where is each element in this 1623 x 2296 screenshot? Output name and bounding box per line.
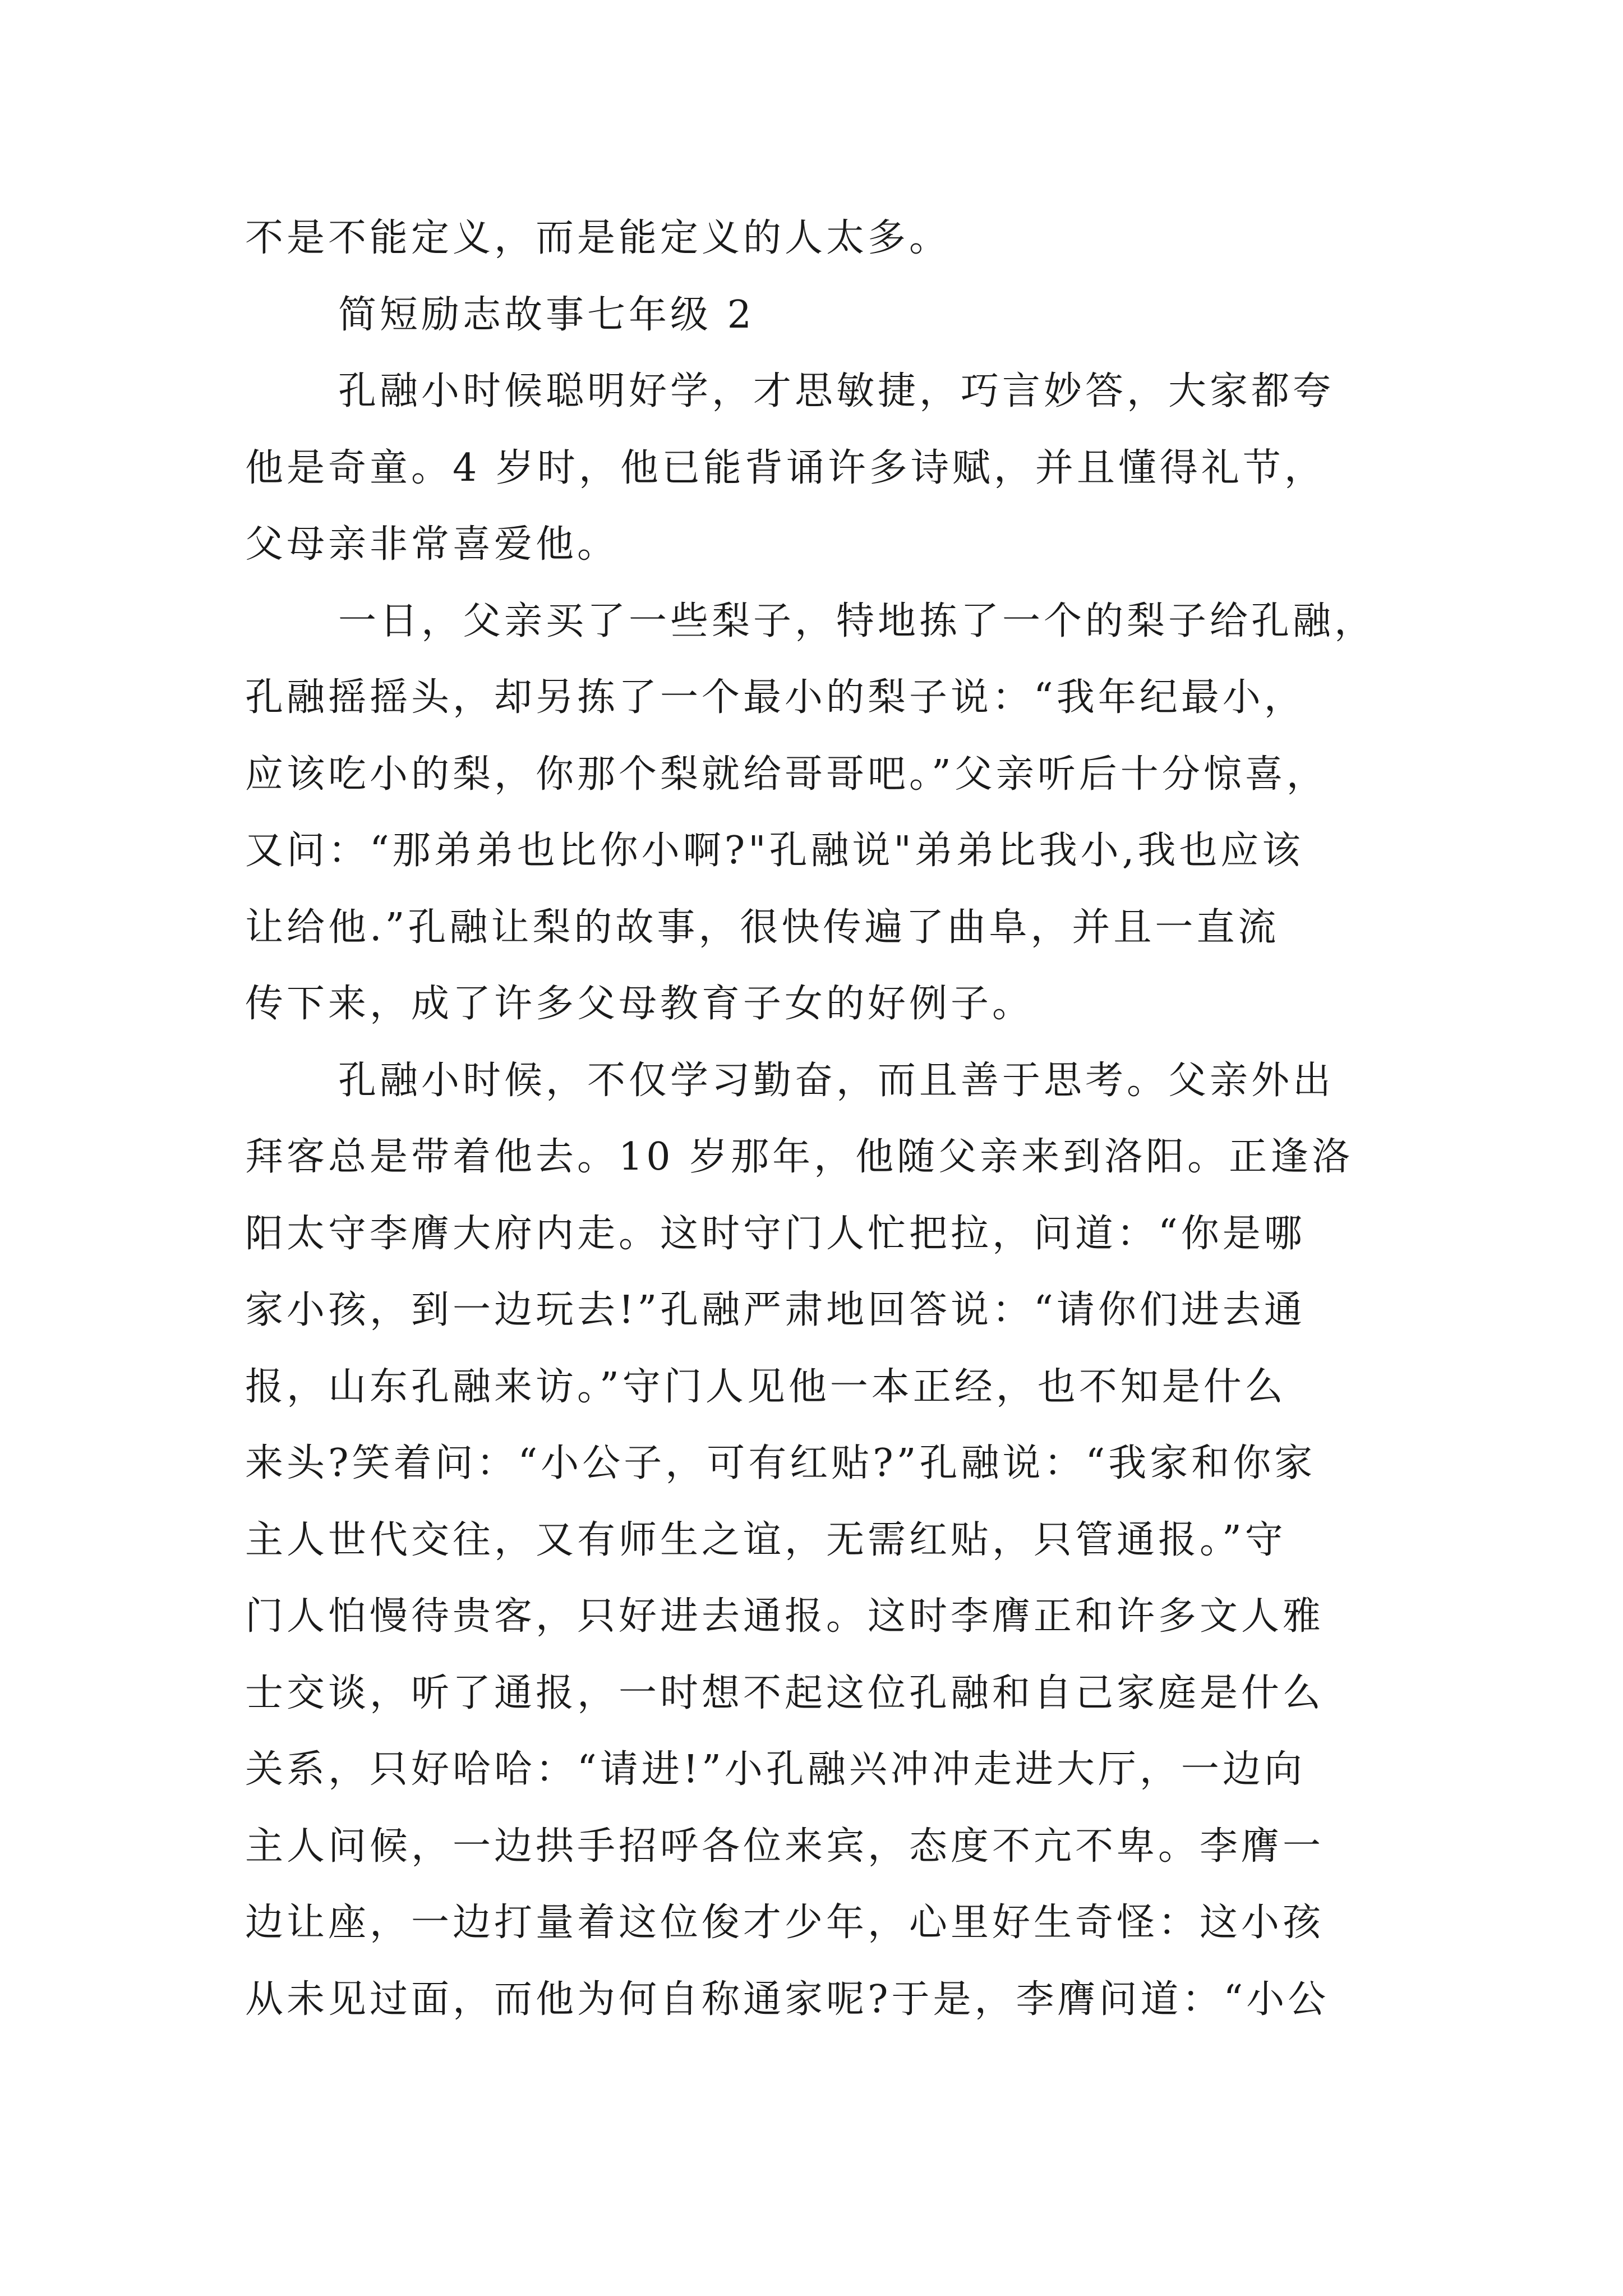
text-line: 孔融摇摇头，却另拣了一个最小的梨子说：“我年纪最小，: [245, 675, 1306, 720]
text-line: 报，山东孔融来访。”守门人见他一本正经，也不知是什么: [245, 1365, 1287, 1409]
text-line: 来头?笑着问：“小公子，可有红贴?”孔融说：“我家和你家: [245, 1441, 1316, 1485]
text-line: 又问：“那弟弟也比你小啊?"孔融说"弟弟比我小,我也应该: [245, 829, 1304, 873]
text-line: 从未见过面，而他为何自称通家呢?于是，李膺问道：“小公: [245, 1977, 1330, 2022]
text-line: 拜客总是带着他去。10 岁那年，他随父亲来到洛阳。正逢洛: [245, 1135, 1354, 1179]
text-line: 父母亲非常喜爱他。: [245, 522, 619, 567]
text-line: 门人怕慢待贵客，只好进去通报。这时李膺正和许多文人雅: [245, 1594, 1325, 1639]
text-line: 孔融小时候聪明好学，才思敏捷，巧言妙答，大家都夸: [338, 369, 1335, 413]
text-line: 不是不能定义，而是能定义的人太多。: [245, 216, 951, 260]
text-line: 他是奇童。4 岁时，他已能背诵许多诗赋，并且懂得礼节，: [245, 446, 1326, 490]
text-line: 家小孩，到一边玩去!”孔融严肃地回答说：“请你们进去通: [245, 1288, 1306, 1332]
text-line: 一日，父亲买了一些梨子，特地拣了一个的梨子给孔融，: [338, 599, 1376, 643]
text-line: 孔融小时候，不仅学习勤奋，而且善于思考。父亲外出: [338, 1059, 1335, 1103]
text-line: 应该吃小的梨，你那个梨就给哥哥吧。”父亲听后十分惊喜，: [245, 752, 1328, 797]
text-line: 士交谈，听了通报，一时想不起这位孔融和自己家庭是什么: [245, 1671, 1325, 1715]
text-line: 传下来，成了许多父母教育子女的好例子。: [245, 982, 1034, 1026]
section-heading: 简短励志故事七年级 2: [338, 293, 755, 337]
text-line: 主人问候，一边拱手招呼各位来宾，态度不亢不卑。李膺一: [245, 1824, 1325, 1869]
text-line: 主人世代交往，又有师生之谊，无需红贴，只管通报。”守: [245, 1518, 1287, 1562]
text-line: 关系，只好哈哈：“请进!”小孔融兴冲冲走进大厅，一边向: [245, 1747, 1306, 1792]
text-line: 边让座，一边打量着这位俊才少年，心里好生奇怪：这小孩: [245, 1901, 1325, 1945]
text-line: 阳太守李膺大府内走。这时守门人忙把拉，问道：“你是哪: [245, 1212, 1306, 1256]
text-line: 让给他.”孔融让梨的故事，很快传遍了曲阜，并且一直流: [245, 905, 1280, 950]
